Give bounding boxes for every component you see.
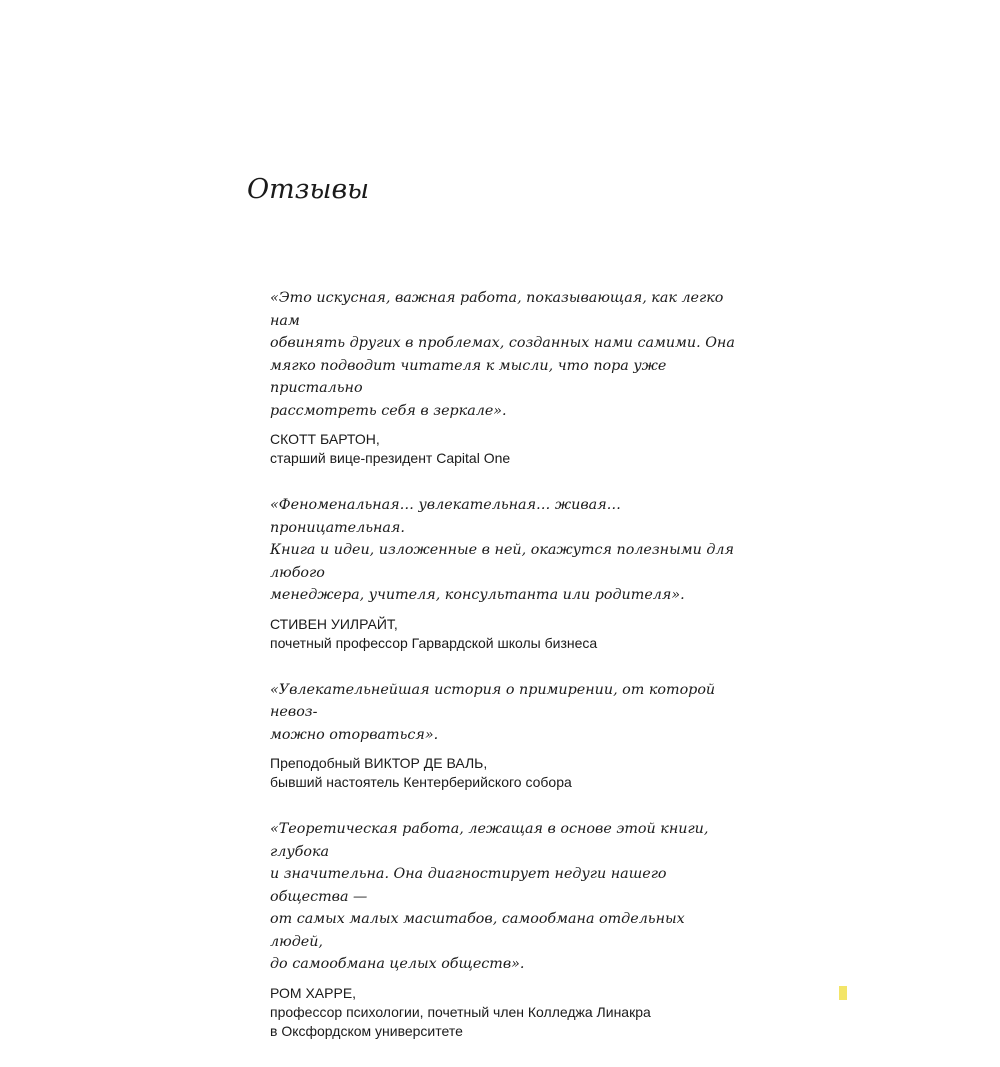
testimonial-quote: «Теоретическая работа, лежащая в основе этой книги, глубока и значительна. Она диагностирует недуги нашего общества — от самых малых масштабов, самообмана отдельных людей, до самообмана целых обществ». bbox=[270, 821, 709, 972]
testimonials-list bbox=[270, 287, 740, 1067]
author-name: РОМ ХАРРЕ, bbox=[270, 984, 357, 1001]
author-position: профессор психологии, почетный член Колледжа Линакра bbox=[270, 1003, 651, 1020]
author-position: бывший настоятель Кентерберийского собора bbox=[270, 774, 572, 790]
author-name: СКОТТ БАРТОН, bbox=[270, 431, 380, 447]
testimonial-quote: «Это искусная, важная работа, показывающая, как легко нам обвинять других в проблемах, созданных нами самими. Она мягко подводит читателя к мысли, что пора уже пристально рассмотреть себя в зеркале». bbox=[270, 290, 735, 419]
testimonial-author bbox=[270, 615, 740, 653]
testimonial-de-waal bbox=[270, 679, 740, 793]
page-edge-marker bbox=[839, 986, 847, 1000]
testimonial-author bbox=[270, 984, 740, 1041]
testimonial-quote: «Феноменальная… увлекательная… живая… проницательная. Книга и идеи, изложенные в ней, окажутся полезными для любого менеджера, учителя, консультанта или родителя». bbox=[270, 497, 734, 603]
testimonial-harre bbox=[270, 818, 740, 1041]
testimonial-wheelwright bbox=[270, 494, 740, 653]
page-title: Отзывы bbox=[247, 174, 370, 205]
testimonial-barton bbox=[270, 287, 740, 468]
testimonial-author bbox=[270, 430, 740, 468]
author-name: СТИВЕН УИЛРАЙТ, bbox=[270, 615, 398, 632]
testimonial-author bbox=[270, 754, 740, 792]
author-name: Преподобный ВИКТОР ДЕ ВАЛЬ, bbox=[270, 755, 488, 771]
author-position-continued: в Оксфордском университете bbox=[270, 1022, 463, 1039]
author-position: старший вице-президент Capital One bbox=[270, 450, 511, 466]
testimonial-quote: «Увлекательнейшая история о примирении, от которой невоз- можно оторваться». bbox=[270, 681, 716, 743]
author-position: почетный профессор Гарвардской школы бизнеса bbox=[270, 634, 598, 651]
